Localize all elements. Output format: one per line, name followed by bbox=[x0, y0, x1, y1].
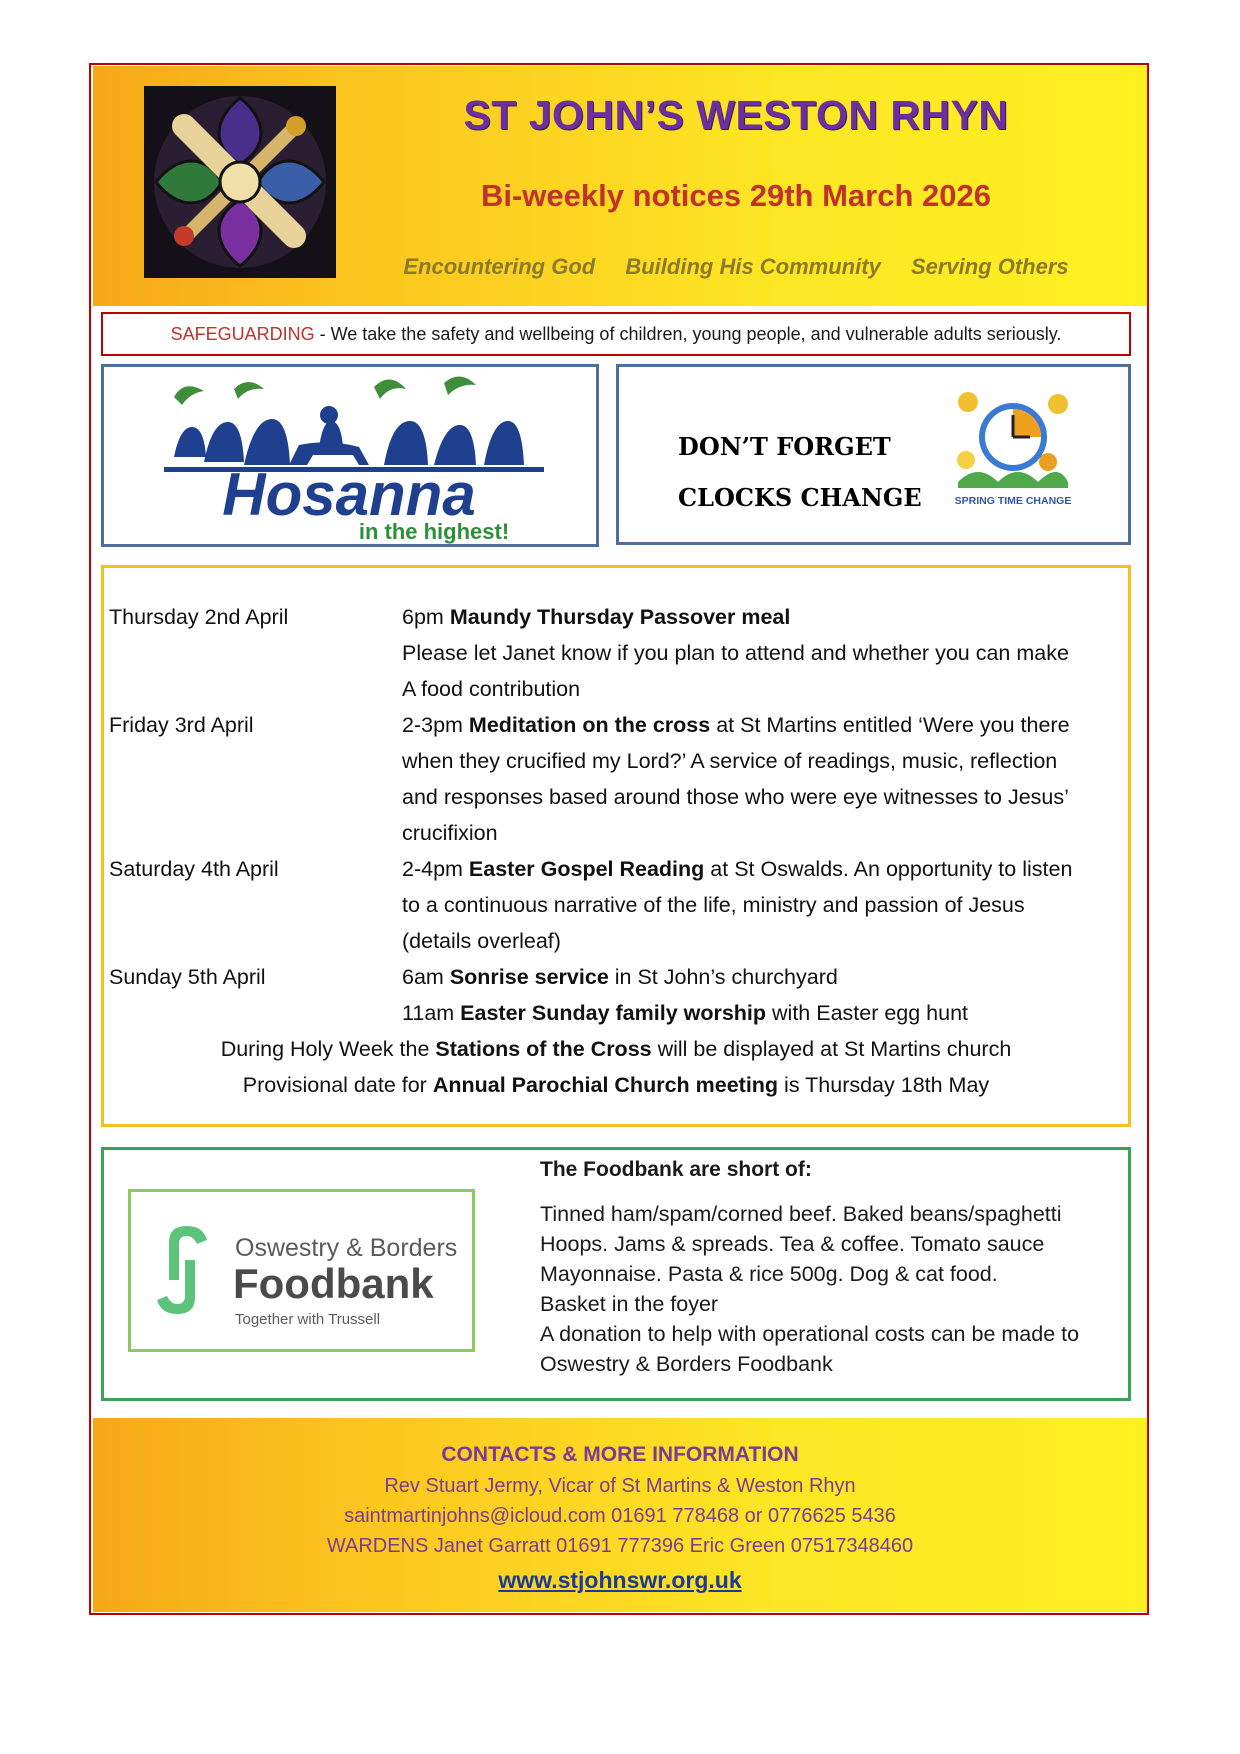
stained-glass-window-image bbox=[144, 86, 336, 278]
church-name-title: ST JOHN’S WESTON RHYN bbox=[463, 92, 1009, 138]
foodbank-line: Mayonnaise. Pasta & rice 500g. Dog & cat food. bbox=[540, 1262, 998, 1286]
event-saturday-line3: (details overleaf) bbox=[402, 929, 561, 953]
contact-line: saintmartinjohns@icloud.com 01691 778468 or 0776625 5436 bbox=[344, 1505, 896, 1527]
event-friday-line2: when they crucified my Lord?’ A service of readings, music, reflection bbox=[402, 749, 1058, 773]
foodbank-logo-line2: Foodbank bbox=[233, 1260, 434, 1307]
event-title: Meditation on the cross bbox=[468, 713, 711, 737]
foodbank-line: Tinned ham/spam/corned beef. Baked beans/spaghetti bbox=[540, 1202, 1062, 1226]
event-text: with Easter egg hunt bbox=[766, 1001, 969, 1025]
notice-text: will be displayed at St Martins church bbox=[651, 1037, 1012, 1061]
foodbank-line: Hoops. Jams & spreads. Tea & coffee. Tomato sauce bbox=[540, 1232, 1045, 1256]
hosanna-subtitle: in the highest! bbox=[358, 519, 510, 544]
motto-serving: Serving Others bbox=[910, 254, 1069, 279]
event-text: at St Martins entitled ‘Were you there bbox=[710, 713, 1070, 737]
event-text: at St Oswalds. An opportunity to listen bbox=[704, 857, 1073, 881]
spring-clock-image bbox=[948, 382, 1078, 512]
event-day-saturday: Saturday 4th April bbox=[109, 857, 279, 881]
event-sunday-line2 bbox=[402, 995, 1132, 1031]
event-time: 2-4pm bbox=[402, 857, 469, 881]
hosanna-illustration bbox=[104, 367, 596, 544]
event-thursday-line1 bbox=[402, 599, 1132, 635]
notice-text: is Thursday 18th May bbox=[778, 1073, 990, 1097]
website-wrapper bbox=[93, 1567, 1147, 1594]
event-time: 6am bbox=[402, 965, 450, 989]
event-friday-line1 bbox=[402, 707, 1132, 743]
event-text: in St John’s churchyard bbox=[608, 965, 838, 989]
event-thursday-line3: A food contribution bbox=[402, 677, 581, 701]
vicar-line: Rev Stuart Jermy, Vicar of St Martins & Weston Rhyn bbox=[384, 1475, 856, 1497]
event-title: Easter Sunday family worship bbox=[460, 1001, 767, 1025]
event-day-thursday: Thursday 2nd April bbox=[109, 605, 289, 629]
website-link[interactable]: www.stjohnswr.org.uk bbox=[498, 1567, 742, 1593]
event-saturday-line1 bbox=[402, 851, 1132, 887]
foodbank-line: A donation to help with operational costs can be made to bbox=[540, 1322, 1080, 1346]
foodbank-line: Oswestry & Borders Foodbank bbox=[540, 1352, 833, 1376]
event-friday-line3: and responses based around those who were eye witnesses to Jesus’ bbox=[402, 785, 1069, 809]
notice-text: Provisional date for bbox=[242, 1073, 433, 1097]
spring-time-change-label: SPRING TIME CHANGE bbox=[954, 495, 1072, 507]
event-saturday-line2: to a continuous narrative of the life, ministry and passion of Jesus bbox=[402, 893, 1025, 917]
event-time: 11am bbox=[402, 1001, 461, 1025]
notice-bold: Annual Parochial Church meeting bbox=[432, 1073, 779, 1097]
foodbank-logo-line3: Together with Trussell bbox=[235, 1311, 381, 1328]
event-friday-line4: crucifixion bbox=[402, 821, 498, 845]
foodbank-logo-line1: Oswestry & Borders bbox=[235, 1234, 458, 1262]
foodbank-line: Basket in the foyer bbox=[540, 1292, 719, 1316]
event-day-sunday: Sunday 5th April bbox=[109, 965, 266, 989]
event-thursday-line2: Please let Janet know if you plan to attend and whether you can make bbox=[402, 641, 1069, 665]
notice-date-subtitle: Bi-weekly notices 29th March 2026 bbox=[480, 178, 991, 213]
holy-week-notice bbox=[101, 1031, 1131, 1067]
notice-text: During Holy Week the bbox=[220, 1037, 436, 1061]
contacts-heading: CONTACTS & MORE INFORMATION bbox=[441, 1443, 799, 1466]
wardens-line: WARDENS Janet Garratt 01691 777396 Eric Green 07517348460 bbox=[326, 1535, 914, 1557]
safeguarding-banner bbox=[101, 312, 1131, 356]
event-day-friday: Friday 3rd April bbox=[109, 713, 254, 737]
safeguarding-label: SAFEGUARDING bbox=[170, 324, 315, 344]
hosanna-title: Hosanna bbox=[222, 461, 476, 528]
clocks-text bbox=[678, 421, 922, 523]
foodbank-logo bbox=[128, 1189, 475, 1352]
motto-line bbox=[336, 254, 1136, 280]
clocks-change-text: CLOCKS CHANGE bbox=[678, 483, 922, 512]
foodbank-swirl-icon bbox=[157, 1226, 207, 1314]
hosanna-panel bbox=[101, 364, 599, 547]
event-time: 6pm bbox=[402, 605, 450, 629]
safeguarding-text: - We take the safety and wellbeing of children, young people, and vulnerable adults seriously. bbox=[314, 324, 1062, 344]
motto-building: Building His Community bbox=[625, 254, 881, 279]
notice-bold: Stations of the Cross bbox=[435, 1037, 652, 1061]
event-time: 2-3pm bbox=[402, 713, 469, 737]
apcm-notice bbox=[101, 1067, 1131, 1103]
foodbank-heading: The Foodbank are short of: bbox=[540, 1158, 812, 1181]
event-title: Sonrise service bbox=[449, 965, 609, 989]
dont-forget-text: DON’T FORGET bbox=[678, 432, 891, 461]
event-title: Maundy Thursday Passover meal bbox=[449, 605, 791, 629]
event-title: Easter Gospel Reading bbox=[468, 857, 705, 881]
motto-encountering: Encountering God bbox=[403, 254, 596, 279]
event-sunday-line1 bbox=[402, 959, 1132, 995]
